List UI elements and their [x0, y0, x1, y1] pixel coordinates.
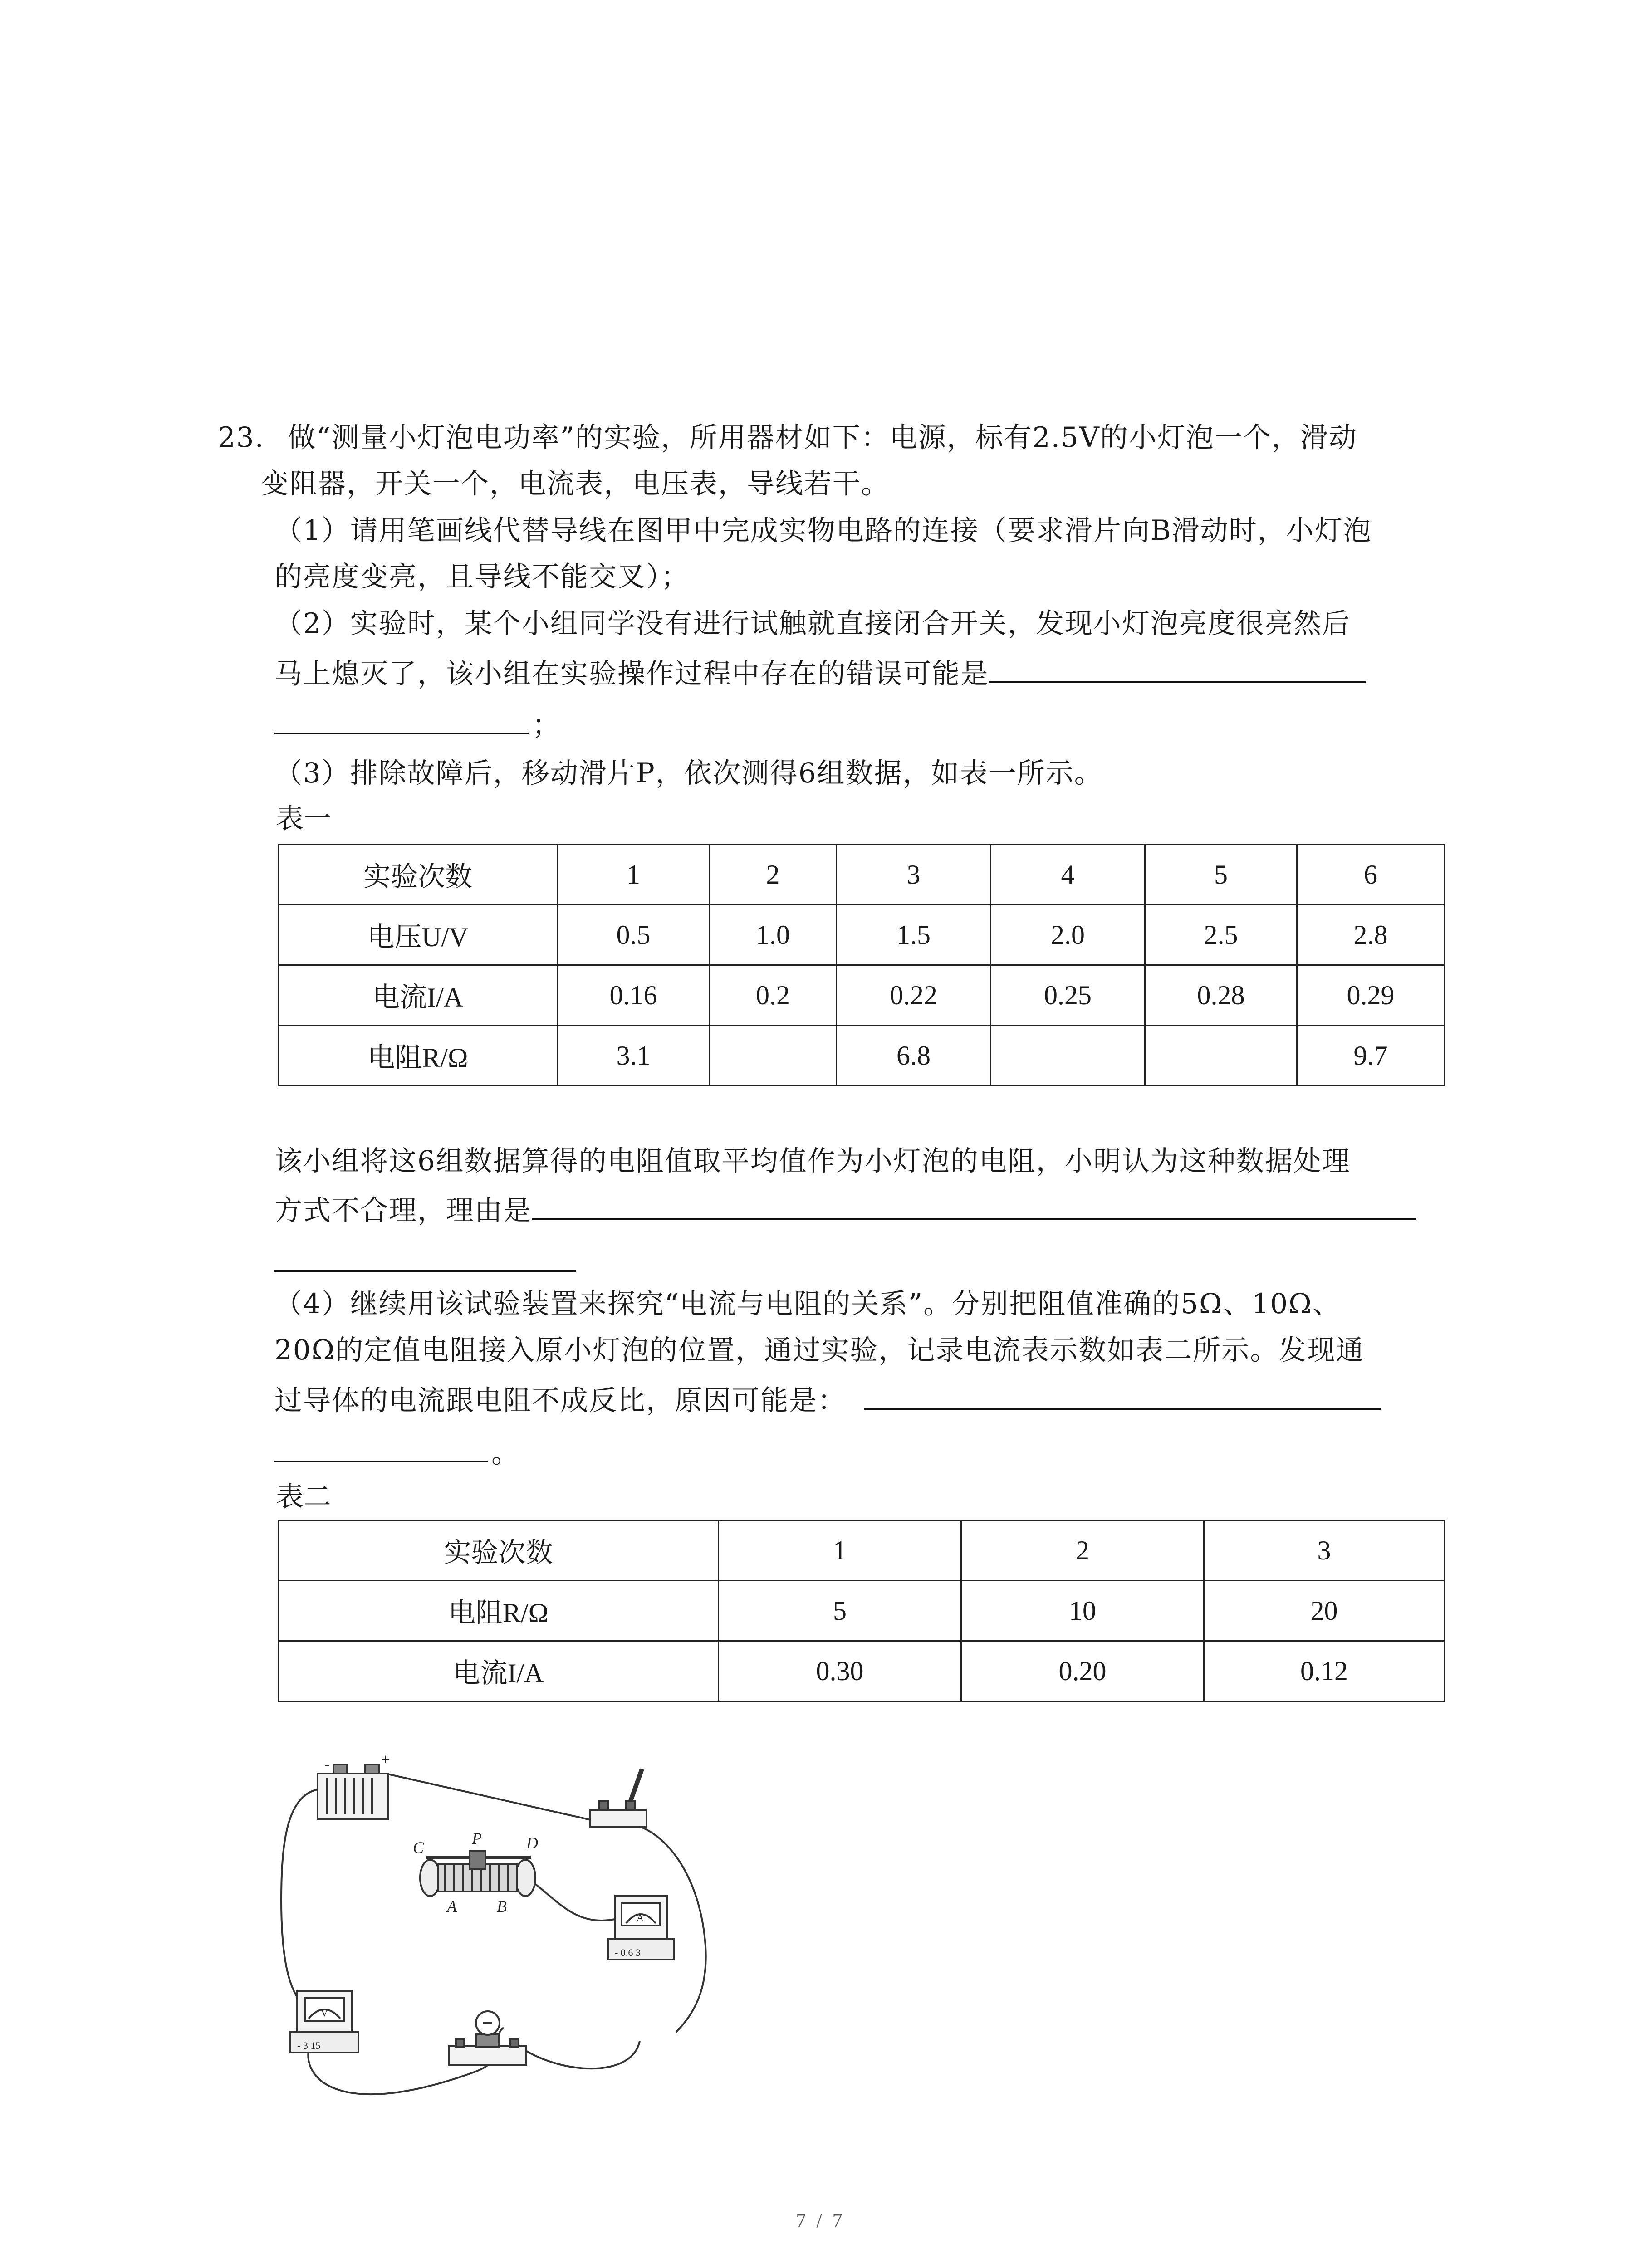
table1-cell: 2.5 — [1145, 905, 1297, 965]
table1-row — [279, 905, 1445, 965]
table1-cell: 0.25 — [991, 965, 1145, 1026]
rheostat-label-p: P — [472, 1829, 482, 1848]
part3-line1: （3）排除故障后，移动滑片P，依次测得6组数据，如表一所示。 — [274, 757, 1103, 789]
table1-cell: 0.2 — [710, 965, 837, 1026]
wire-lamp-ammeter — [513, 2041, 640, 2068]
table1-caption: 表一 — [276, 802, 332, 835]
part1-line2: 的亮度变亮，且导线不能交叉）； — [274, 561, 690, 593]
part3-after-line2 — [274, 1186, 1416, 1231]
table2-row — [279, 1520, 1445, 1581]
rheostat-label-b: B — [497, 1897, 507, 1916]
part2-end: ； — [532, 709, 561, 741]
wire-rheostat-ammeter — [533, 1882, 617, 1921]
part3-after-line1: 该小组将这6组数据算得的电阻值取平均值作为小灯泡的电阻，小明认为这种数据处理 — [274, 1145, 1351, 1177]
table2-row — [279, 1581, 1445, 1641]
voltmeter — [290, 1991, 358, 2053]
table1-cell: 1.5 — [837, 905, 991, 965]
rheostat — [413, 1829, 538, 1916]
circuit-figure — [277, 1755, 785, 2109]
question-stem-line1 — [218, 417, 1357, 458]
table2-cell: 1 — [719, 1520, 961, 1581]
answer-blank-4a[interactable] — [864, 1376, 1381, 1410]
table1-cell: 0.16 — [558, 965, 710, 1026]
table2-cell: 0.12 — [1204, 1641, 1445, 1701]
part4-line1: （4）继续用该试验装置来探究“电流与电阻的关系”。分别把阻值准确的5Ω、10Ω、 — [274, 1288, 1341, 1320]
table1-cell — [1145, 1026, 1297, 1086]
table1-cell: 9.7 — [1297, 1026, 1445, 1086]
rheostat-label-d: D — [526, 1834, 538, 1852]
table1-cell: 4 — [991, 845, 1145, 905]
rheostat-label-c: C — [413, 1838, 424, 1857]
wire-battery-switch — [386, 1774, 597, 1821]
table1-row — [279, 1026, 1445, 1086]
table1-cell: 1.0 — [710, 905, 837, 965]
table1-cell: 5 — [1145, 845, 1297, 905]
answer-blank-2b[interactable] — [274, 701, 529, 734]
table2-cell: 2 — [961, 1520, 1204, 1581]
table1-row-header: 电压U/V — [279, 905, 558, 965]
part4-line4 — [274, 1429, 520, 1474]
question-number: 23. — [218, 421, 265, 454]
answer-blank-4b[interactable] — [274, 1429, 488, 1462]
answer-blank-3a[interactable] — [532, 1186, 1416, 1220]
table2-cell: 20 — [1204, 1581, 1445, 1641]
rheostat-label-a: A — [447, 1897, 457, 1916]
part2-line3 — [274, 701, 561, 746]
voltmeter-symbol: V — [321, 2007, 328, 2019]
ammeter-terminals: - 0.6 3 — [615, 1947, 641, 1958]
part4-end: 。 — [491, 1437, 520, 1469]
table1-cell: 2 — [710, 845, 837, 905]
part2-text: 马上熄灭了，该小组在实验操作过程中存在的错误可能是 — [274, 658, 989, 690]
table1-cell: 0.5 — [558, 905, 710, 965]
table1 — [278, 844, 1445, 1086]
part1-line1: （1）请用笔画线代替导线在图甲中完成实物电路的连接（要求滑片向B滑动时，小灯泡 — [274, 514, 1372, 547]
stem-text-1: 做“测量小灯泡电功率”的实验，所用器材如下：电源，标有2.5V的小灯泡一个，滑动 — [288, 421, 1357, 454]
table1-row-header: 电阻R/Ω — [279, 1026, 558, 1086]
table1-row — [279, 965, 1445, 1026]
table2-caption: 表二 — [276, 1481, 332, 1513]
part3-reason-label: 方式不合理，理由是 — [274, 1194, 532, 1227]
table1-row-header: 实验次数 — [279, 845, 558, 905]
table2-row-header: 电流I/A — [279, 1641, 719, 1701]
lamp — [449, 2011, 526, 2065]
table1-cell: 0.29 — [1297, 965, 1445, 1026]
question-stem-line2: 变阻器，开关一个，电流表，电压表，导线若干。 — [261, 468, 890, 500]
table2-cell: 0.30 — [719, 1641, 961, 1701]
table1-row-header: 电流I/A — [279, 965, 558, 1026]
table1-cell — [991, 1026, 1145, 1086]
table2-row-header: 电阻R/Ω — [279, 1581, 719, 1641]
wire-battery-voltmeter — [281, 1789, 318, 2000]
part2-line1: （2）实验时，某个小组同学没有进行试触就直接闭合开关，发现小灯泡亮度很亮然后 — [274, 607, 1351, 640]
table1-cell: 3 — [837, 845, 991, 905]
part4-line2: 20Ω的定值电阻接入原小灯泡的位置，通过实验，记录电流表示数如表二所示。发现通 — [274, 1334, 1365, 1366]
table1-cell: 1 — [558, 845, 710, 905]
table1-cell: 6 — [1297, 845, 1445, 905]
table1-cell: 0.28 — [1145, 965, 1297, 1026]
table2-row — [279, 1641, 1445, 1701]
table1-cell: 2.0 — [991, 905, 1145, 965]
knife-switch — [590, 1769, 647, 1827]
table2-row-header: 实验次数 — [279, 1520, 719, 1581]
table2-cell: 3 — [1204, 1520, 1445, 1581]
ammeter-symbol: A — [637, 1912, 644, 1923]
table1-cell: 6.8 — [837, 1026, 991, 1086]
ammeter — [608, 1896, 674, 1960]
table2-cell: 5 — [719, 1581, 961, 1641]
voltmeter-terminals: - 3 15 — [297, 2040, 321, 2051]
answer-blank-3b[interactable] — [274, 1238, 576, 1272]
table1-cell: 2.8 — [1297, 905, 1445, 965]
battery-plus-label: + — [381, 1755, 390, 1768]
battery — [318, 1755, 390, 1819]
page-number: 7 / 7 — [796, 2209, 845, 2232]
battery-minus-label: - — [324, 1756, 330, 1773]
table1-cell: 0.22 — [837, 965, 991, 1026]
table2 — [278, 1520, 1445, 1702]
part4-text: 过导体的电流跟电阻不成反比，原因可能是： — [274, 1384, 847, 1417]
part4-line3 — [274, 1376, 1381, 1421]
answer-blank-2a[interactable] — [989, 650, 1366, 683]
table1-cell: 3.1 — [558, 1026, 710, 1086]
table1-cell — [710, 1026, 837, 1086]
table1-row — [279, 845, 1445, 905]
part2-line2 — [274, 650, 1366, 694]
table2-cell: 10 — [961, 1581, 1204, 1641]
table2-cell: 0.20 — [961, 1641, 1204, 1701]
part3-after-line3 — [274, 1238, 576, 1283]
